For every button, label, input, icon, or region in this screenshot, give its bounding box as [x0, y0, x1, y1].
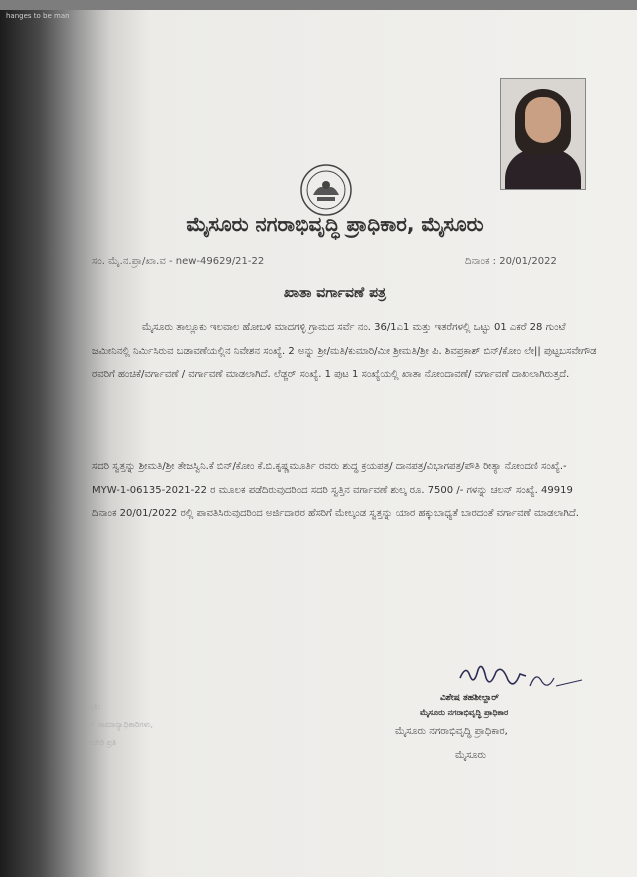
paragraph-transfer: ಸದರಿ ಸ್ವತ್ತನ್ನು ಶ್ರೀಮತಿ/ಶ್ರೀ ತೇಜಸ್ವಿನಿ.ಕೆ ಬಿನ್/ಕೋಂ ಕೆ.ಬಿ.ಕೃಷ್ಣಮೂರ್ತಿ ರವರು ಶುದ್ಧ ಕ್ರಯಪತ್ರ/ ದಾನಪತ್ರ/ವಿಭಾಗಪತ್ರ/ಪೌತಿ ರೀತ್ಯಾ ನೋಂದಣಿ ಸಂಖ್ಯೆ.- MYW-1-06135-2021-22 ರ ಮೂಲಕ ಪಡೆದಿರುವುದರಿಂದ ಸದರಿ ಸ್ವತ್ತಿನ ವರ್ಗಾವಣೆ ಶುಲ್ಕ ರೂ. 7500 /- ಗಳನ್ನು ಚಲನ್ ಸಂಖ್ಯೆ. 49919 ದಿನಾಂಕ 20/01/2022 ರಲ್ಲಿ ಪಾವತಿಸಿರುವುದರಿಂದ ಅರ್ಜಿದಾರರ ಹೆಸರಿಗೆ ಮೇಲ್ಕಂಡ ಸ್ವತ್ತನ್ನು ಯಾರ ಹಕ್ಕುಬಾಧ್ಯತೆ ಬಾರದಂತೆ ವರ್ಗಾವಣೆ ಮಾಡಲಾಗಿದೆ. [92, 461, 579, 520]
signature-scribble-icon [456, 656, 586, 698]
applicant-photo [500, 78, 586, 190]
copy-to-block [88, 698, 153, 752]
photo-body [505, 149, 581, 190]
signatory-city: ಮೈಸೂರು [455, 750, 487, 761]
signatory-title: ವಿಶೇಷ ತಹಶೀಲ್ದಾರ್ [440, 693, 499, 703]
authority-emblem-icon [299, 163, 353, 217]
signatory-authority: ಮೈಸೂರು ನಗರಾಭಿವೃದ್ಧಿ ಪ್ರಾಧಿಕಾರ [420, 708, 509, 717]
paragraph-allotment: ಮೈಸೂರು ತಾಲ್ಲೂಕು ಇಲವಾಲ ಹೋಬಳಿ ಮಾದಗಳ್ಳಿ ಗ್ರಾಮದ ಸರ್ವೆ ನಂ. 36/1ಎ1 ಮತ್ತು ಇತರೆಗಳಲ್ಲಿ ಒಟ್ಟು 01 ಎಕರೆ 28 ಗುಂಟೆ ಜಮೀನಿನಲ್ಲಿ ನಿರ್ಮಿಸಿರುವ ಬಡಾವಣೆಯಲ್ಲಿನ ನಿವೇಶನ ಸಂಖ್ಯೆ. 2 ಅನ್ನು ಶ್ರೀ/ಮತಿ/ಕುಮಾರಿ/ಮೀ ಶ್ರೀಮತಿ/ಶ್ರೀ ಪಿ. ಶಿವಪ್ರಕಾಶ್ ಬಿನ್/ಕೋಂ ಲೇ|| ಪುಟ್ಟಬಸವೇಗೌಡ ರವರಿಗೆ ಹಂಚಿಕೆ/ವರ್ಗಾವಣೆ / ವರ್ಗಾವಣೆ ಮಾಡಲಾಗಿದೆ. ಲೆಡ್ಜರ್ ಸಂಖ್ಯೆ. 1 ಪುಟ 1 ಸಂಖ್ಯೆಯಲ್ಲಿ ಖಾತಾ ನೋಂದಾವಣೆ/ ವರ್ಗಾವಣೆ ದಾಖಲಾಗಿರುತ್ತದೆ. [92, 322, 597, 381]
copy-to-line: ಪ್ರತಿ: [88, 702, 101, 711]
copy-to-line: ಕಚೇರಿ ಪ್ರತಿ [88, 738, 117, 747]
photo-face [525, 97, 561, 143]
issue-date: ದಿನಾಂಕ : 20/01/2022 [465, 256, 557, 267]
copy-to-line: ನ್ ಸಾಮಾನ್ಯಾಧಿಕಾರಿಗಳು, [88, 720, 154, 729]
scan-edge [0, 0, 637, 10]
authority-heading: ಮೈಸೂರು ನಗರಾಭಿವೃದ್ಧಿ ಪ್ರಾಧಿಕಾರ, ಮೈಸೂರು [186, 212, 484, 236]
margin-note: hanges to be man [6, 12, 70, 20]
reference-number: ಸಂ. ಮೈ.ನ.ಪ್ರಾ/ಖಾ.ವ - new-49629/21-22 [92, 256, 265, 267]
document-subtitle: ಖಾತಾ ವರ್ಗಾವಣೆ ಪತ್ರ [283, 285, 387, 301]
signatory-office: ಮೈಸೂರು ನಗರಾಭಿವೃದ್ಧಿ ಪ್ರಾಧಿಕಾರ, [395, 726, 508, 737]
